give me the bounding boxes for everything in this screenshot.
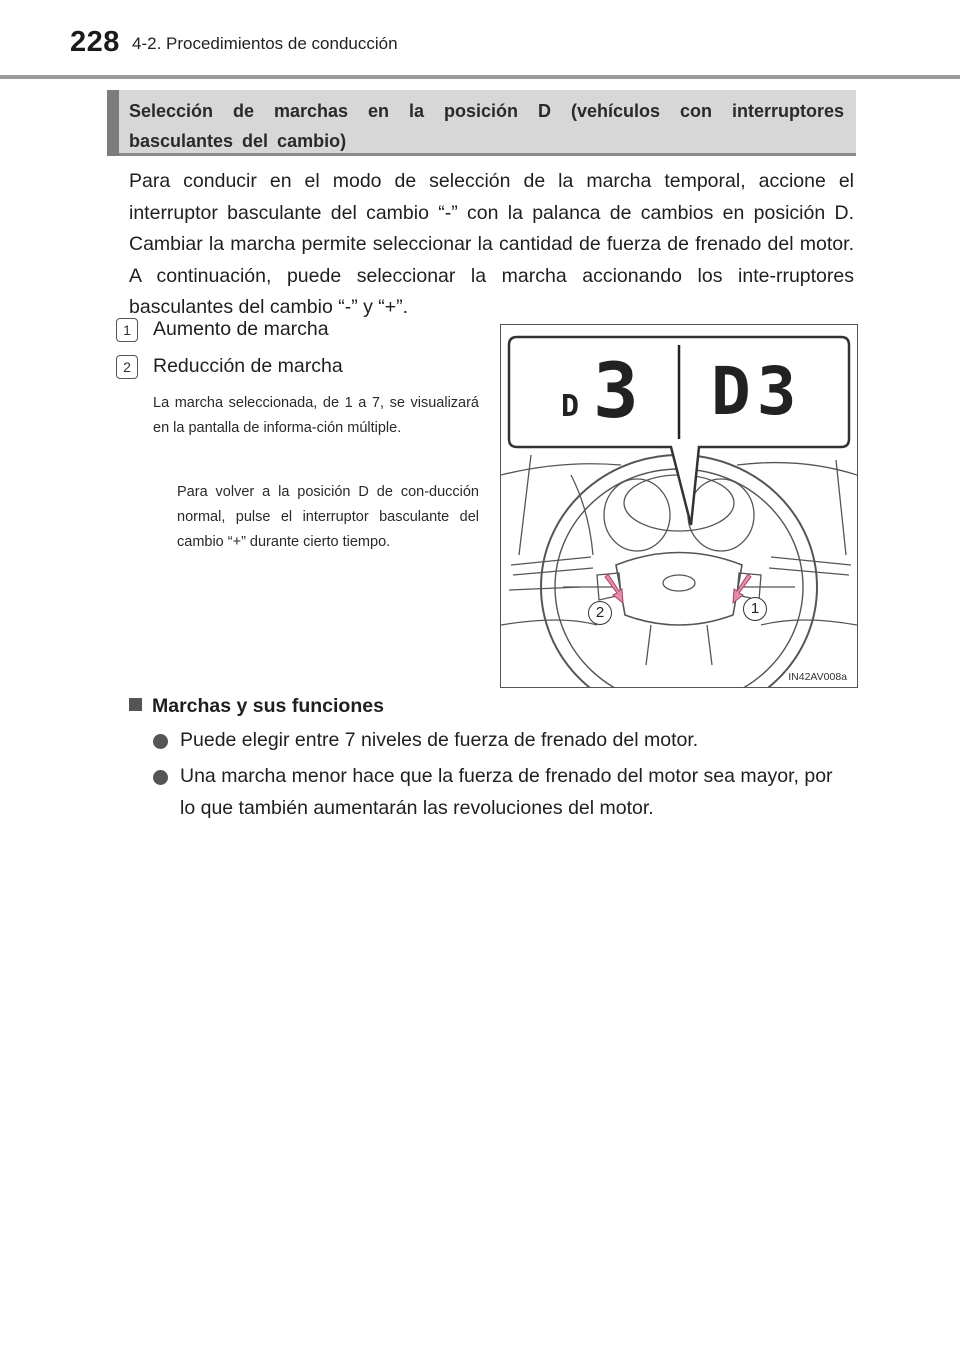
callout-circle-1: 1 [743, 597, 767, 621]
bullet-item [153, 725, 853, 757]
item-number-2: 2 [116, 355, 138, 379]
note-gear-display: La marcha seleccionada, de 1 a 7, se visualizará en la pantalla de informa-ción múltiple. [153, 395, 479, 436]
bullet-text: Puede elegir entre 7 niveles de fuerza de frenado del motor. [180, 729, 699, 751]
display-gear-number: 3 [593, 346, 639, 435]
header-divider [0, 75, 960, 79]
item-label-downshift: Reducción de marcha [153, 355, 343, 377]
callout-circle-2: 2 [588, 601, 612, 625]
square-bullet-icon [129, 698, 142, 711]
bullet-dot-icon [153, 770, 168, 785]
subheading-gears [129, 695, 384, 718]
bullet-dot-icon [153, 734, 168, 749]
display-gear-d3: D3 [711, 353, 803, 430]
heading-accent-bar [107, 90, 119, 156]
item-number-1: 1 [116, 318, 138, 342]
item-label-upshift: Aumento de marcha [153, 318, 329, 340]
section-heading: Selección de marchas en la posición D (vehículos con interruptores basculantes del cambio) [129, 101, 844, 151]
subheading-text: Marchas y sus funciones [152, 695, 384, 717]
display-gear-small-d: D [561, 389, 580, 424]
bullet-text: Una marcha menor hace que la fuerza de frenado del motor sea mayor, por lo que también aumentarán las revoluciones del motor. [180, 765, 833, 819]
note-return-d: Para volver a la posición D de con-ducción normal, pulse el interruptor basculante del cambio “+” durante cierto tiempo. [177, 484, 479, 550]
bullet-item [153, 761, 853, 824]
section-title: 4-2. Procedimientos de conducción [132, 34, 398, 53]
steering-wheel-illustration [500, 324, 858, 688]
figure-code: IN42AV008a [788, 671, 847, 683]
section-heading-box [107, 90, 856, 156]
intro-paragraph: Para conducir en el modo de selección de la marcha temporal, accione el interruptor basculante del cambio “-” con la palanca de cambios en posición D. Cambiar la marcha permite seleccionar la cantidad de fuerza de frenado del motor. A continuación, puede seleccionar la marcha accionando los inte-rruptores basculantes del cambio “-” y “+”. [129, 170, 854, 318]
page-number: 228 [70, 26, 120, 58]
